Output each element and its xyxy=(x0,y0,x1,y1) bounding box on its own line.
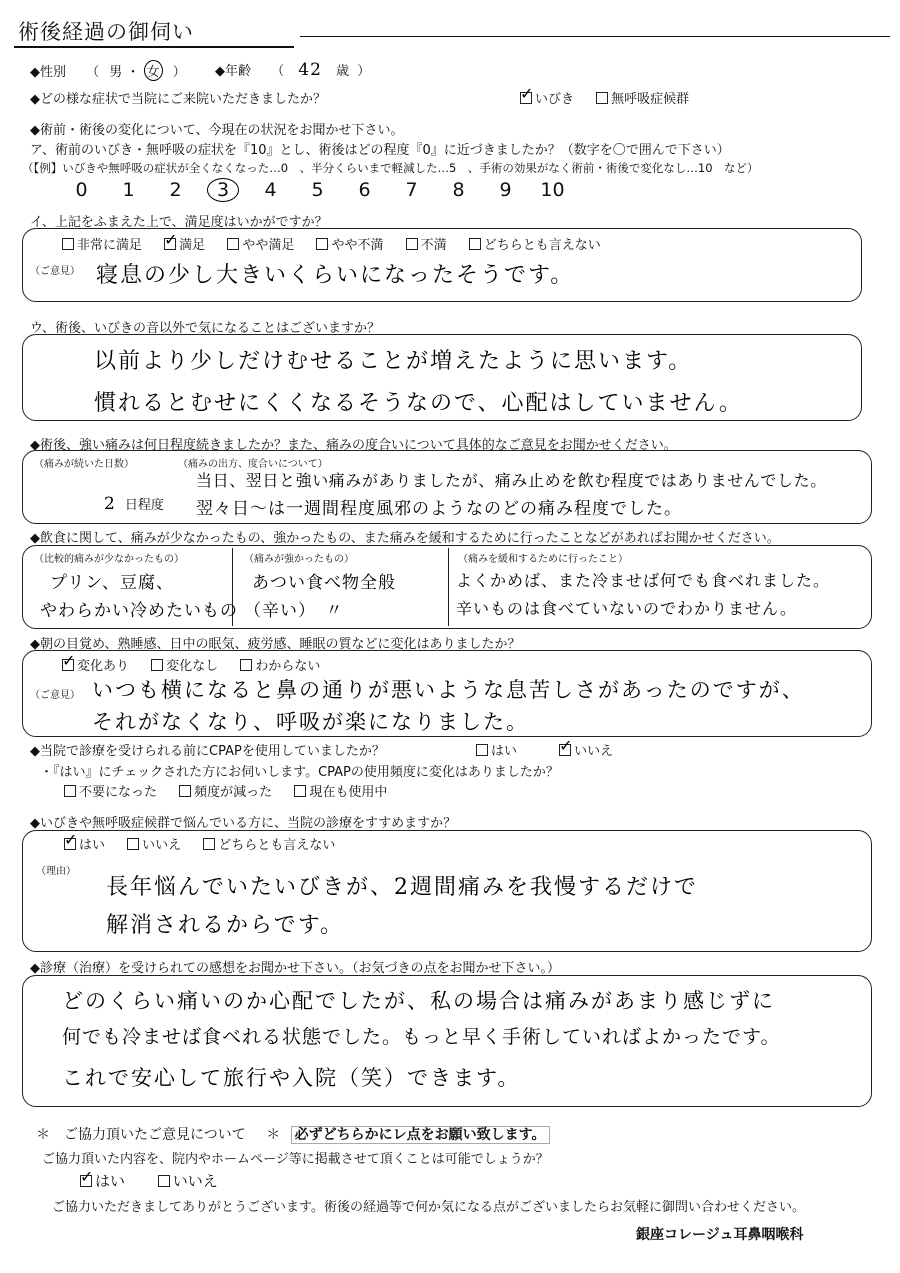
pain-days-label: （痛みが続いた日数） xyxy=(34,459,134,470)
checkbox[interactable] xyxy=(64,785,76,797)
food-strong-label: （痛みが強かったもの） xyxy=(244,554,354,565)
sex-open: （ xyxy=(86,65,100,80)
checkbox[interactable] xyxy=(476,744,488,756)
consent-option-yes[interactable]: ✓はい xyxy=(80,1172,125,1190)
sleep-options xyxy=(62,655,338,674)
sleep-question: ◆朝の目覚め、熟睡感、日中の眠気、疲労感、睡眠の質などに変化はありましたか？ xyxy=(30,637,521,652)
sex-label: ◆性別 xyxy=(30,65,66,80)
checkbox[interactable] xyxy=(179,785,191,797)
age-close: ） xyxy=(357,64,371,79)
checkbox[interactable] xyxy=(158,1175,170,1187)
sex-separator: ・ xyxy=(126,65,140,80)
scale-6[interactable]: 6 xyxy=(358,179,371,201)
consent-option-no[interactable]: いいえ xyxy=(158,1172,218,1190)
scale-5[interactable]: 5 xyxy=(311,179,324,201)
consent-question: ご協力頂いた内容を、院内やホームページ等に掲載させて頂くことは可能でしょうか？ xyxy=(42,1152,549,1167)
severity-scale xyxy=(58,178,576,202)
cpap-follow-still[interactable]: 現在も使用中 xyxy=(294,785,387,800)
impression-answer-1[interactable]: どのくらい痛いのか心配でしたが、私の場合は痛みがあまり感じずに xyxy=(62,989,775,1013)
visit-question: ◆どの様な症状で当院にご来院いただきましたか？ xyxy=(30,92,326,107)
scale-2[interactable]: 2 xyxy=(169,179,182,201)
sat-option-somewhat-dis[interactable]: やや不満 xyxy=(316,238,383,253)
title-underline xyxy=(14,46,294,48)
scale-7[interactable]: 7 xyxy=(405,179,418,201)
sleep-answer-2[interactable]: それがなくなり、呼吸が楽になりました。 xyxy=(92,710,529,734)
cpap-question: ◆当院で診療を受けられる前にCPAPを使用していましたか？ xyxy=(30,744,385,759)
impression-answer-2[interactable]: 何でも冷ませば食べれる状態でした。もっと早く手術していればよかったです。 xyxy=(62,1026,781,1048)
concern-question: ウ、術後、いびきの音以外で気になることはございますか？ xyxy=(30,321,380,336)
impression-answer-3[interactable]: これで安心して旅行や入院（笑）できます。 xyxy=(62,1066,521,1090)
satisfaction-question: イ、上記をふまえた上で、満足度はいかがですか？ xyxy=(30,215,328,230)
food-question: ◆飲食に関して、痛みが少なかったもの、強かったもの、また痛みを緩和するために行ったことなどがあればお聞かせください。 xyxy=(30,531,780,546)
pain-question: ◆術後、強い痛みは何日程度続きましたか？また、痛みの度合いについて具体的なご意見をお聞かせください。 xyxy=(30,438,677,453)
age-label: ◆年齢 xyxy=(215,64,251,79)
food-less-label: （比較的痛みが少なかったもの） xyxy=(34,554,184,565)
change-subquestion: ア、術前のいびき・無呼吸の症状を『10』とし、術後はどの程度『0』に近づきましたか？（数字を〇で囲んで下さい） xyxy=(30,143,730,158)
sleep-opinion-label: （ご意見） xyxy=(30,690,80,701)
pain-days-unit: 日程度 xyxy=(124,498,164,513)
scale-10[interactable]: 10 xyxy=(540,179,565,201)
food-relief-label: （痛みを緩和するために行ったこと） xyxy=(458,554,628,565)
sleep-option-changed[interactable]: ✓変化あり xyxy=(62,659,129,674)
checkbox[interactable] xyxy=(406,238,418,250)
scale-9[interactable]: 9 xyxy=(499,179,512,201)
footer-thanks: ご協力いただきましてありがとうございます。術後の経過等で何か気になる点がございましたらお気軽に御問い合わせください。 xyxy=(52,1200,805,1215)
change-example: （【例】いびきや無呼吸の症状が全くなくなった…0 、半分くらいまで軽減した…5 、手術の効果がなく術前・術後で変化なし…10 など） xyxy=(22,161,759,175)
clinic-name: 銀座コレージュ耳鼻咽喉科 xyxy=(636,1227,804,1243)
impression-question: ◆診療（治療）を受けられての感想をお聞かせ下さい。（お気づきの点をお聞かせ下さい。） xyxy=(30,961,560,976)
food-divider-2 xyxy=(448,548,449,626)
recommend-option-yes[interactable]: ✓はい xyxy=(64,838,105,853)
scale-4[interactable]: 4 xyxy=(264,179,277,201)
sex-close: ） xyxy=(172,65,186,80)
sat-option-somewhat[interactable]: やや満足 xyxy=(227,238,294,253)
satisfaction-options xyxy=(62,234,619,253)
recommend-option-no[interactable]: いいえ xyxy=(127,838,181,853)
sat-option-dis[interactable]: 不満 xyxy=(406,238,447,253)
checkbox[interactable] xyxy=(240,659,252,671)
checkbox[interactable] xyxy=(596,92,608,104)
checkbox[interactable] xyxy=(316,238,328,250)
checkbox-checked[interactable] xyxy=(164,238,176,250)
visit-option-apnea[interactable]: 無呼吸症候群 xyxy=(596,92,689,107)
sleep-answer-1[interactable]: いつも横になると鼻の通りが悪いような息苦しさがあったのですが、 xyxy=(92,678,805,702)
sex-male[interactable]: 男 xyxy=(109,65,123,80)
pain-days-value[interactable]: 2 xyxy=(104,494,116,514)
checkbox-checked[interactable] xyxy=(62,659,74,671)
pain-detail-label: （痛みの出方、度合いについて） xyxy=(178,459,328,470)
recommend-option-neither[interactable]: どちらとも言えない xyxy=(203,838,335,853)
consent-options xyxy=(80,1170,236,1191)
food-less-2[interactable]: やわらかい冷めたいもの xyxy=(40,601,238,621)
cpap-option-no[interactable]: ✓ いいえ xyxy=(559,744,613,759)
checkbox[interactable] xyxy=(151,659,163,671)
pain-detail-2[interactable]: 翌々日～は一週間程度風邪のようなのどの痛み程度でした。 xyxy=(196,499,682,519)
concern-answer-1[interactable]: 以前より少しだけむせることが増えたように思います。 xyxy=(94,349,693,374)
pain-days xyxy=(104,494,164,514)
scale-0[interactable]: 0 xyxy=(75,179,88,201)
visit-option-snoring[interactable]: ✓ いびき xyxy=(520,92,574,107)
change-question: ◆術前・術後の変化について、今現在の状況をお聞かせ下さい。 xyxy=(30,123,404,138)
consent-heading-b: ＊ xyxy=(266,1127,281,1143)
age-open: （ xyxy=(271,64,285,79)
opinion-label: （ご意見） xyxy=(30,266,80,277)
age-value[interactable]: 42 xyxy=(298,60,322,80)
page-title: 術後経過の御伺い xyxy=(18,20,194,44)
sex-row xyxy=(30,60,186,81)
cpap-options xyxy=(476,740,631,759)
cpap-follow-question: ・『はい』にチェックされた方にお伺いします。CPAPの使用頻度に変化はありましたか？ xyxy=(40,765,559,780)
checkbox-checked[interactable] xyxy=(559,744,571,756)
sleep-option-unknown[interactable]: わからない xyxy=(240,659,320,674)
scale-1[interactable]: 1 xyxy=(122,179,135,201)
cpap-follow-reduced[interactable]: 頻度が減った xyxy=(179,785,272,800)
recommend-reason-label: （理由） xyxy=(36,866,76,877)
consent-heading-a: ＊ ご協力頂いたご意見について xyxy=(36,1127,246,1143)
food-strong-2[interactable]: （辛い） 〃 xyxy=(244,601,344,621)
scale-8[interactable]: 8 xyxy=(452,179,465,201)
satisfaction-opinion[interactable]: 寝息の少し大きいくらいになったそうです。 xyxy=(96,263,575,288)
sat-option-very[interactable]: 非常に満足 xyxy=(62,238,142,253)
food-less-1[interactable]: プリン、豆腐、 xyxy=(50,573,174,593)
sat-option-neither[interactable]: どちらとも言えない xyxy=(469,238,601,253)
pain-detail-1[interactable]: 当日、翌日と強い痛みがありましたが、痛み止めを飲む程度ではありませんでした。 xyxy=(196,471,827,490)
cpap-follow-unneeded[interactable]: 不要になった xyxy=(64,785,157,800)
sex-female[interactable]: 女 xyxy=(144,60,163,81)
checkbox-checked[interactable] xyxy=(520,92,532,104)
age-unit: 歳 xyxy=(336,64,350,79)
food-relief-1[interactable]: よくかめば、また冷ませば何でも食べれました。 xyxy=(456,571,831,590)
sat-option-satisfied[interactable]: ✓ 満足 xyxy=(164,238,205,253)
recommend-answer-1[interactable]: 長年悩んでいたいびきが、2週間痛みを我慢するだけで xyxy=(106,875,698,900)
checkbox-checked[interactable] xyxy=(80,1175,92,1187)
consent-heading-bold: 必ずどちらかにレ点をお願い致します。 xyxy=(291,1126,550,1144)
checkbox[interactable] xyxy=(62,238,74,250)
visit-options xyxy=(520,88,707,107)
food-strong-1[interactable]: あつい食べ物全般 xyxy=(252,573,396,593)
recommend-question: ◆いびきや無呼吸症候群で悩んでいる方に、当院の診療をすすめますか？ xyxy=(30,816,457,831)
cpap-option-yes[interactable]: はい xyxy=(476,744,517,759)
sleep-option-unchanged[interactable]: 変化なし xyxy=(151,659,218,674)
checkbox[interactable] xyxy=(294,785,306,797)
food-relief-2[interactable]: 辛いものは食べていないのでわかりません。 xyxy=(456,599,797,618)
scale-3[interactable]: 3 xyxy=(207,178,239,202)
concern-answer-2[interactable]: 慣れるとむせにくくなるそうなので、心配はしていません。 xyxy=(94,391,743,416)
consent-heading xyxy=(36,1124,550,1144)
checkbox[interactable] xyxy=(469,238,481,250)
checkbox[interactable] xyxy=(227,238,239,250)
recommend-answer-2[interactable]: 解消されるからです。 xyxy=(106,913,345,938)
cpap-follow-options xyxy=(64,781,405,800)
header-rule xyxy=(300,36,890,37)
age-row xyxy=(215,60,370,80)
